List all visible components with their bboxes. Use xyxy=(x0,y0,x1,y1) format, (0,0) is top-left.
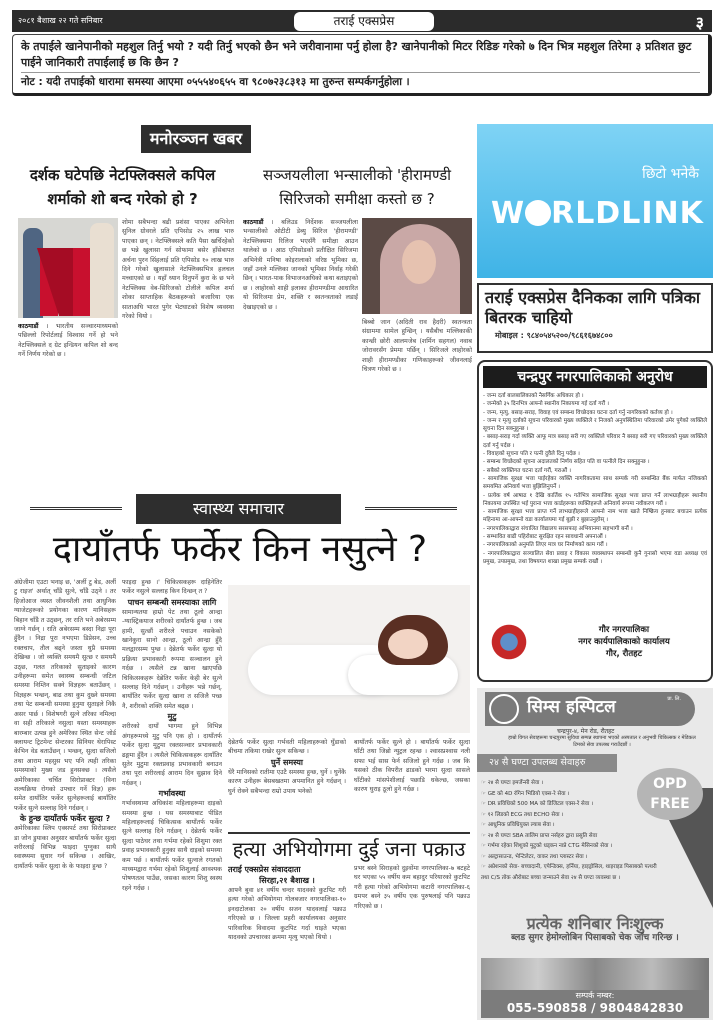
appeal-item: - जन्म र मृत्यु दर्ताको सूचना परिवारको मुख्य व्यक्तिले र निजको अनुपस्थितिमा परिवारको उमेर पुगेको व्यक्तिले सूचना दिन सक्नुहुन्छ । xyxy=(483,417,707,433)
health-headline[interactable]: दायाँतर्फ फर्केर किन नसुत्ने ? xyxy=(52,529,428,570)
worldlink-ad[interactable] xyxy=(477,124,713,278)
article-text: धेरै मानिसको रातीमा एउटै समस्या हुन्छ, घुर्ने । घुर्नेकै कारण उनीहरू बेसबखतमा अपमानित हुने गर्दछन् । घुर्न रोक्ने सबैभन्दा राम्रो उपाय भनेको xyxy=(228,768,346,795)
appeal-item: - बसाइ-सराइ गर्दा व्यक्ति आफू मात्र बसाइ सरी गए व्यक्तिले परिवार नै बसाइ सरी गए परिवारको मुख्य व्यक्तिले दर्ता गर्नु पर्दछ । xyxy=(483,434,707,449)
logo-letter: W xyxy=(491,196,526,231)
article-column xyxy=(122,218,234,486)
article-text: शोमा सबैभन्दा बढी प्रशंसा पाएका अभिनेता सुनिल ग्रोवरले प्रति एपिसोड २५ लाख भारु पाएका छन् । नेटफ्लिक्सले कति पैसा खर्चिरहेको छ भन्ने खुलासा गर्न सोफामा बसेर हाँसेबापत अर्चना पुरन सिंहलाई प्रति एपिसोड १० लाख भारु दिने गरेको खुलासाले नेटफ्लिक्सभित्र हलचल मच्चाएको छ । यहाँ ध्यान दिनुपर्ने कुरा के छ भने नेटफ्लिक्स वेब-सिरिजको टोलीले कपिल शर्मा शोका साप्ताहिक बैठकहरूको बजारिया एक साताअघि भारत पुगेर भेटघाटको विशेष व्यवस्था गरेको थियो । xyxy=(122,219,234,321)
appeal-item: - सबैको व्यक्तिगत घटना दर्ता गरौं, गराऔं । xyxy=(483,467,571,474)
hospital-header xyxy=(485,692,695,726)
article-column xyxy=(228,864,346,1020)
article-column xyxy=(362,318,472,486)
article-text: आफ्नै बुवा ४१ वर्षीय चन्दर यादवको कुटपिट गरी हत्या गरेको अभियोगमा गोलबजार नगरपालिका-१० इनदाटोलका २० वर्षीय सजन यादवलाई पक्राउ गरिएको छ । जिल्ला प्रहरी कार्यालयका अनुसार पारिवारिक विवादमा कुटपिट गर्दा घाइते भएका यादवको उपचारका क्रममा मृत्यु भएको थियो । xyxy=(228,887,346,942)
dateline: काठमाडौं xyxy=(18,323,39,330)
headline-heeramandi[interactable]: सञ्जयलीला भन्सालीको 'हीरामण्डी सिरिजको समीक्षा कस्तो छ ? xyxy=(263,166,451,208)
section-title-entertainment: मनोरञ्जन खबर xyxy=(141,125,251,153)
saturday-offer: ब्लड सुगर हेमोग्लोबिन पिसाबको चेक जाँच गरिन्छ । xyxy=(511,933,679,943)
free-label: FREE xyxy=(650,796,690,812)
appeal-item: - नगरपालिकाद्वारा संचालित विद्यालय सरसफाइ अभियानमा सहभागी बनौं । xyxy=(483,525,633,532)
wifi-globe-icon xyxy=(525,200,551,226)
article-text: देब्रेतर्फ फर्केर सुत्दा गर्भवती महिलाहरूको घुँडाको बीचमा तकिया राखेर सुत्न सकिन्छ । xyxy=(228,739,346,756)
crime-headline[interactable]: हत्या अभियोगमा दुई जना पक्राउ xyxy=(228,832,470,864)
appeal-item: - जन्मेको ३५ दिनभित्र आफ्नो स्थानीय निकायमा गई दर्ता गरौं । xyxy=(483,401,610,408)
divider xyxy=(30,507,122,510)
nepal-emblem-icon xyxy=(489,622,529,662)
hospital-address: चन्द्रपुर-४, मेन रोड, रौतहट xyxy=(557,728,615,735)
figure-face xyxy=(388,629,428,659)
service-item: ☞ २४ सै घण्टा इमर्जेन्सी सेवा । xyxy=(481,778,661,789)
office-dept: नगर कार्यपालिकाको कार्यालय xyxy=(578,637,670,647)
municipality-appeal xyxy=(477,360,713,682)
article-column xyxy=(354,738,470,818)
page-header xyxy=(12,10,712,32)
hospital-emblem-icon xyxy=(489,694,519,724)
article-text: अंग्रेजीमा एउटा भनाइ छ, 'अर्ली टु बेड, अर्ली टु राइज' अर्थात् चाँडै सुत्ने, चाँडै उठ्ने । तर हिजोआज व्यस्त जीवनशैली तथा आधुनिक ग्याजेटहरूको प्रयोगका कारण मानिसहरू बिहान चाँडै त उठ्छन्, तर राति भने अबेरसम्म जाग्ने गर्छन् । राति अबेरसम्म बस्दा निद्रा पूरा हुँदैन । निद्रा पूरा नभएमा डिप्रेसन, उच्च रक्तचाप, तौल बढ्ने जस्ता थुप्रै समस्या देखिन्छ । जो व्यक्ति समयमै सुत्छ र समयमै उठ्छ, गलत तरिकाको सुताइको कारण उनीहरूमा समेत स्वास्थ्य सम्बन्धी जटिल समस्या निम्तिन सक्ने विज्ञहरू बताउँछन् । विज्ञहरू भन्छन्, बाढ तथा कुम दुख्ने समस्या तथा पेट सम्बन्धी समस्या हुनुमा सुताइले निकै असर पार्छ । विशेषगरी सुत्ने तरिका नमिल्दा वा सही तरिकाले नसुत्दा यस्ता समस्याहरू बारम्बार उत्पन्न हुने अमेरिका स्थित सेन्ट जोर्ड क्लायन्ट ट्रिटमेन्ट सेन्टरका सिनियर थेरापिस्ट केभिन वेड बताउँछन् । भन्छन्, सुत्दा सजिलो तथा आराम महसुस भए पनि त्यही तरिका समस्याको मुख्य जड हुनसक्छ । त्यसैले अमेरिकाका चर्चित सिरोप्राक्टर (विना शल्यक्रिया रोगको उपचार गर्ने विज्ञ) हरू समेत दायाँतिर फर्केर सुत्नेहरूलाई बायाँतिर फर्केर सुत्ने सल्लाह दिने गर्दछन् । xyxy=(14,579,116,812)
service-item: ☞ अल्ट्रासाउन्ड, भेन्टिलेटर, वाकर तथा प्लास्टर सेवा । xyxy=(481,852,661,863)
distributor-mobile: मोबाइल : ९८४०५४५२००/९८६१६७४८०० xyxy=(495,331,613,340)
services-title: २४ सै घण्टा उपलब्ध सेवाहरु xyxy=(477,754,617,772)
subheading: मुटु xyxy=(167,712,177,722)
article-text: प्रभर बस्ने सिराहको दुइवोंमा नगरपालिका-७ बटहटे घर भएका ५५ वर्षीय कम बहादुर परियारको कुटपिट गरी हत्या गरेको अभियोगमा कटारी नगरपालिका-६ ग्रमपर बस्ने ३५ वर्षीय एक पुरुषलाई पनि पक्राउ गरिएको छ । xyxy=(354,865,470,910)
office-name: गौर नगरपालिका xyxy=(598,625,650,635)
article-text: गर्भावस्थामा अधिकांश महिलाहरूमा दाइको समस्या हुन्छ । यस समस्याबाट पीडित महिलाहरूलाई चिकित्सक बायाँतर्फ फर्केर सुत्ने सल्लाह दिने गर्दछन् । देब्रेतर्फ फर्केर सुत्दा पाठेघर तथा गर्भमा रहेको शिशुमा रक्त प्रवाह प्रभावकारी हुनुका साथै दाइको समस्या कम पर्छ । बायाँतर्फ फर्केर सुत्नाले रगतको माध्यमद्वारा गर्भमा रहेको शिशुलाई आवश्यक पोषणतत्व पाउँछ, जसका कारण शिशु स्वस्थ रहने गर्दछ । xyxy=(122,800,222,892)
notice-text: के तपाईले खानेपानीको महशुल तिर्नु भयो ? यदी तिर्नु भएको छैन भने जरीवानामा पर्नु होला है? खानेपानीको मिटर रिडिङ गरेको ७ दिन भित्र महशुल तिरेमा ३ प्रतिशत छुट पाईने जानिकारी तपाईलाई छ कि छैन ? xyxy=(21,40,692,69)
hospital-name: सिम्स हस्पिटल xyxy=(527,697,616,717)
appeal-item: - सामाजिक सुरक्षा भत्ता पाईरहेका व्यक्ति नागरिकतामा साथ सम्पर्क गरी सम्बन्धित बैंक मार्फत नजिकको समयमित अनिवार्य भत्ता बुझिलिनुपर्ने । xyxy=(483,475,707,491)
divider xyxy=(365,507,457,510)
hospital-suffix: प्रा. लि. xyxy=(667,696,681,702)
saturday-title: प्रत्येक शनिबार निःशुल्क xyxy=(526,914,664,933)
article-text: फाइदा हुन्छ ।' चिकित्सकहरू दाहिनेतिर फर्केर नसुत्ने सल्लाह किन दिन्छन् त ? xyxy=(122,579,222,596)
subheading: गर्भावस्था xyxy=(158,789,186,799)
page-number: ३ xyxy=(695,13,704,32)
article-text: बिब्बो जान (अदिती राव हैदरी) स्वतन्त्रता संग्राममा सामेल हुन्छिन् । यसैबीच मल्लिकाकी कान्छी छोरी आलमजेब (शर्मिन सहगल) नवाब जोरावरसँग प्रेममा पर्छिन् । सिरिजले लाहोरको शाही हीरामण्डीका गणिकाहरूको जीवनलाई चित्रण गरेको छ । xyxy=(362,319,472,374)
subheading: घुर्ने समस्या xyxy=(271,757,303,767)
article-column xyxy=(122,578,222,1020)
actress-face xyxy=(402,240,436,284)
article-text: सामान्यतया हाम्रो पेट तथा ठूलो आन्द्रा -ग्यास्ट्रिकयाज शरीरको दायाँतर्फ हुन्छ । जब हामी, सुत्छौं शरीरले पचाउन नसकेको खानेकुरा सानो आन्द्रा, ठूलो आन्द्रा हुँदै मलद्वारसम्म पुग्छ । देब्रेतर्फ फर्केर सुत्दा यो प्रक्रिया प्रभावकारी रूपमा सञ्चालन हुने गर्दछ । त्यसैले टन्न खाना खाएपछि चिकित्सकहरू देब्रेतिर फर्केर केही बेर सुत्ने सल्लाह दिने गर्दछन् । उनीहरू भन्ने गर्छन्, बायाँतिर फर्केर सुत्दा खाना त सजिलै पच्छ नै, शरीरको शक्ति समेत बढ्छ । xyxy=(122,608,222,710)
appeal-item: - सामाजिक सुरक्षा भत्ता प्राप्त गर्ने लाभग्राहीहरूले आफ्नो नाम भत्ता खाते निष्क्रिय हुनबाट बचाउन प्रत्येक महिनामा आ-आफ्नो वडा कार्यालयमा गई बुझी र बुझाउनुहोस् । xyxy=(483,509,707,524)
service-item: ☞ अप्रेशनको सेवा- बच्चादानी, एपेन्डिक्स, हर्निया, हाइड्रोसिल, थाइराइड पिसाबको पत्थरी तथा C/S तोक औरोबाट बच्चा जन्माउने सेवा २४ सै घण्टा व्यवस्था छ । xyxy=(481,862,661,883)
netflix-logo-right xyxy=(73,248,91,316)
logo-letters: RLD xyxy=(551,196,622,231)
hospital-description: हाम्रो विगत सेवाहरूमा चन्द्रपुरमा सुविधा सम्पन्न स्थापना भएको अस्पताल र अनुभवी चिकित्सक र मेडिकल टिमको सेवा उपलब्ध गराउँदछौं । xyxy=(508,735,696,748)
appeal-item: - प्रत्येक वर्ष आषाढ १ देखि कार्तिक १५ गतेभित्र सामाजिक सुरक्षा भत्ता प्राप्त गर्ने लाभग्राहीहरू स्थानीय निकायमा उपस्थित भई पुराना भत्ता कार्डहरूका व्यक्तिहरूले अनिवार्य रूपमा नवीकरण गरौं । xyxy=(483,492,707,507)
appeal-list xyxy=(483,392,707,566)
netflix-photo xyxy=(18,218,118,318)
distributor-title: तराई एक्सप्रेस दैनिकका लागि पत्रिका बितरक चाहियो xyxy=(485,288,701,327)
masthead: तराई एक्सप्रेस xyxy=(294,12,434,31)
subheading: के हुन्छ दायाँतर्फ फर्केर सुत्दा ? xyxy=(19,814,111,824)
heeramandi-photo xyxy=(362,218,472,314)
water-notice xyxy=(12,34,712,96)
article-column xyxy=(14,578,116,1020)
person-figure xyxy=(90,223,114,318)
hospital-photos xyxy=(481,958,709,990)
article-column xyxy=(18,322,118,487)
opd-label: OPD xyxy=(653,776,687,792)
appeal-title: चन्द्रपुर नगरपालिकाको अनुरोध xyxy=(483,366,707,388)
byline: तराई एक्सप्रेस संवाददाता xyxy=(228,865,301,874)
issue-date: २०८१ बैशाख २२ गते सनिबार xyxy=(18,16,103,25)
headline-netflix[interactable]: दर्शक घटेपछि नेटफ्लिक्सले कपिल शर्माको शो बन्द गरेको हो ? xyxy=(29,166,216,208)
appeal-item: - सम्बन्ध विच्छेदको सूचना अदालतको निर्णय सहित पति वा पत्नीले दिन सक्नुहुन्छ । xyxy=(483,459,650,466)
article-text: शरीरको दायाँ भागमा हुने विभिन्न अंगहरूमध्ये मुटु पनि एक हो । दायाँतर्फ फर्केर सुत्दा मुटुमा रक्तसञ्चार प्रभावकारी ढङ्गमा हुँदैन । त्यसैले चिकित्सकहरू दायाँतिर सुतेर मुटुमा रक्तप्रवाह प्रभावकारी बनाउन तथा पूरा शरीरलाई आराम दिन सुझाव दिने गर्दछन् । xyxy=(122,723,222,787)
logo-letters: LINK xyxy=(621,196,704,231)
article-column xyxy=(354,864,470,1020)
worldlink-logo xyxy=(491,196,704,231)
service-item: ☞ १२ लिडको ECG तथा ECHO सेवा । xyxy=(481,810,661,821)
section-title-health: स्वास्थ्य समाचार xyxy=(136,494,341,524)
dateline: सिरहा,२१ बैशाख । xyxy=(259,876,315,885)
appeal-item: - नगरपालिकाद्वारा सञ्चालित सेवा प्रवाह र विकास व्यवस्थापन सम्बन्धी कुनै गुनासो भएमा वडा अध्यक्ष एवं प्रमुख, उपप्रमुख, तथा विषयगत शाखा प्रमुख सम्पर्क राखौं । xyxy=(483,550,707,565)
service-item: ☞ आधुनिक प्रविधियुक्त ल्याब सेवा । xyxy=(481,820,661,831)
article-column xyxy=(243,218,358,486)
distributor-ad xyxy=(477,283,713,353)
article-text: । बलिउड निर्देशक सञ्जयलीला भन्सालीको ओटीटी डेब्यु सिरिज 'हीरामण्डी' नेटफ्लिक्समा रिलिज भएसँगै समीक्षा आउन थालेको छ । आठ एपिसोडको प्रतीक्षित सिरिजमा अभिनेत्री मनिषा कोइरालाको वरिष्ठ भूमिका छ, जहाँ उनले मल्लिका जानको भूमिका निर्वाह गरेकी छिन् । भारत-पाक विभाजनअघिको कथा बताइएको छ । लाहोरको शाही इलाका हीरामण्डीमा आधारित यो सिरिजमा प्रेम, शक्ति र स्वतन्त्रताको लडाइँ देखाइएको छ । xyxy=(243,219,358,311)
appeal-item: - सम्भावित बाढी पहिरोबाट सुरक्षित रहन सावधानी अपनाऔं । xyxy=(483,534,607,541)
sims-hospital-ad[interactable] xyxy=(477,688,713,1020)
article-text: बायाँतर्फ फर्केर सुत्ने हो । बायाँतर्फ फर्केर सुत्दा घाँटी तथा जिब्रो न्युट्रल रहन्छ । श्वासप्रश्वास नली सफा भई सास फेर्न सजिलो हुने गर्दछ । जब कि यसको ठीक विपरीत ढाडको भरमा सुत्दा सासले घाँटीको मांसपेशीलाई पछाडि धकेल्छ, जसका कारण घुराइ ठूलो हुने गर्दछ । xyxy=(354,739,470,794)
service-item: ☞ गर्भमा रहेका शिशुको मुटुको धड्कन नाप्ने CTG मेसिनको सेवा । xyxy=(481,841,661,852)
worldlink-tagline: छिटो भनेकै xyxy=(642,166,699,182)
appeal-item: - जन्म दर्ता बालबालिकाको नैसर्गिक अधिकार हो । xyxy=(483,393,584,399)
subheading: पाचन सम्बन्धी समस्याका लागि xyxy=(127,597,217,607)
contact-box xyxy=(481,990,709,1018)
appeal-item: - विवाहको सूचना पति र पत्नी दुवैले दिनु पर्दछ । xyxy=(483,451,580,458)
appeal-item: - जन्म, मृत्यु, बसाइ-सराइ, विवाह एवं सम्बन्ध विच्छेदका घटना दर्ता गर्नु नागरिकको कर्तव्य हो । xyxy=(483,409,673,416)
sleeping-woman-photo xyxy=(228,585,470,733)
article-text: अमेरिकाका स्लिप एक्सपर्ट तथा सिरोप्राक्टर डा जोन डुयाका अनुसार बायाँतर्फ फर्केर सुत्दा शरीरलाई विभिन्न फाइदा पुग्नुका साथै स्वास्थ्यमा सुधार गर्न सकिन्छ । आखिर, दायाँतर्फ फर्केर सुत्दा के के फाइदा हुन्छ ? xyxy=(14,825,116,870)
service-item: ☞ GE को 4D रंगिन भिडियो एक्स-रे सेवा । xyxy=(481,789,661,800)
office-location: गौर, रौतहट xyxy=(606,649,642,659)
contact-label: सम्पर्क नम्बर: xyxy=(575,991,615,1000)
municipality-office xyxy=(549,624,699,660)
notice-note: नोट : यदी तपाईको धारामा समस्या आएमा ०५५५४०६५५ वा ९८०७२३८३१३ मा तुरुन्त सम्पर्कगर्नुहोला । xyxy=(21,72,700,90)
appeal-item: - नगरपालिकाको अनुमति लिएर मात्र घर निर्माणको काम गरौं । xyxy=(483,542,608,549)
service-item: ☞ २४ सै घण्टा SBA तालिम प्राप्त नर्सहरु द्वारा प्रसुति सेवा xyxy=(481,831,661,842)
contact-numbers[interactable]: 055-590858 / 9804842830 xyxy=(506,1001,684,1015)
service-item: ☞ DR प्रविधिको 500 MA को डिजिटल एक्स-रे सेवा । xyxy=(481,799,661,810)
article-column xyxy=(228,738,346,818)
dateline: काठमाडौं xyxy=(243,219,264,226)
article-text: । भारतीय सञ्चारमाध्यमको पछिल्लो रिपोर्टलाई विश्वास गर्ने हो भने नेटफ्लिक्सले द ग्रेट इन्डियन कपिल शो बन्द गर्ने निर्णय गरेको छ । xyxy=(18,323,118,359)
services-list xyxy=(481,778,661,883)
